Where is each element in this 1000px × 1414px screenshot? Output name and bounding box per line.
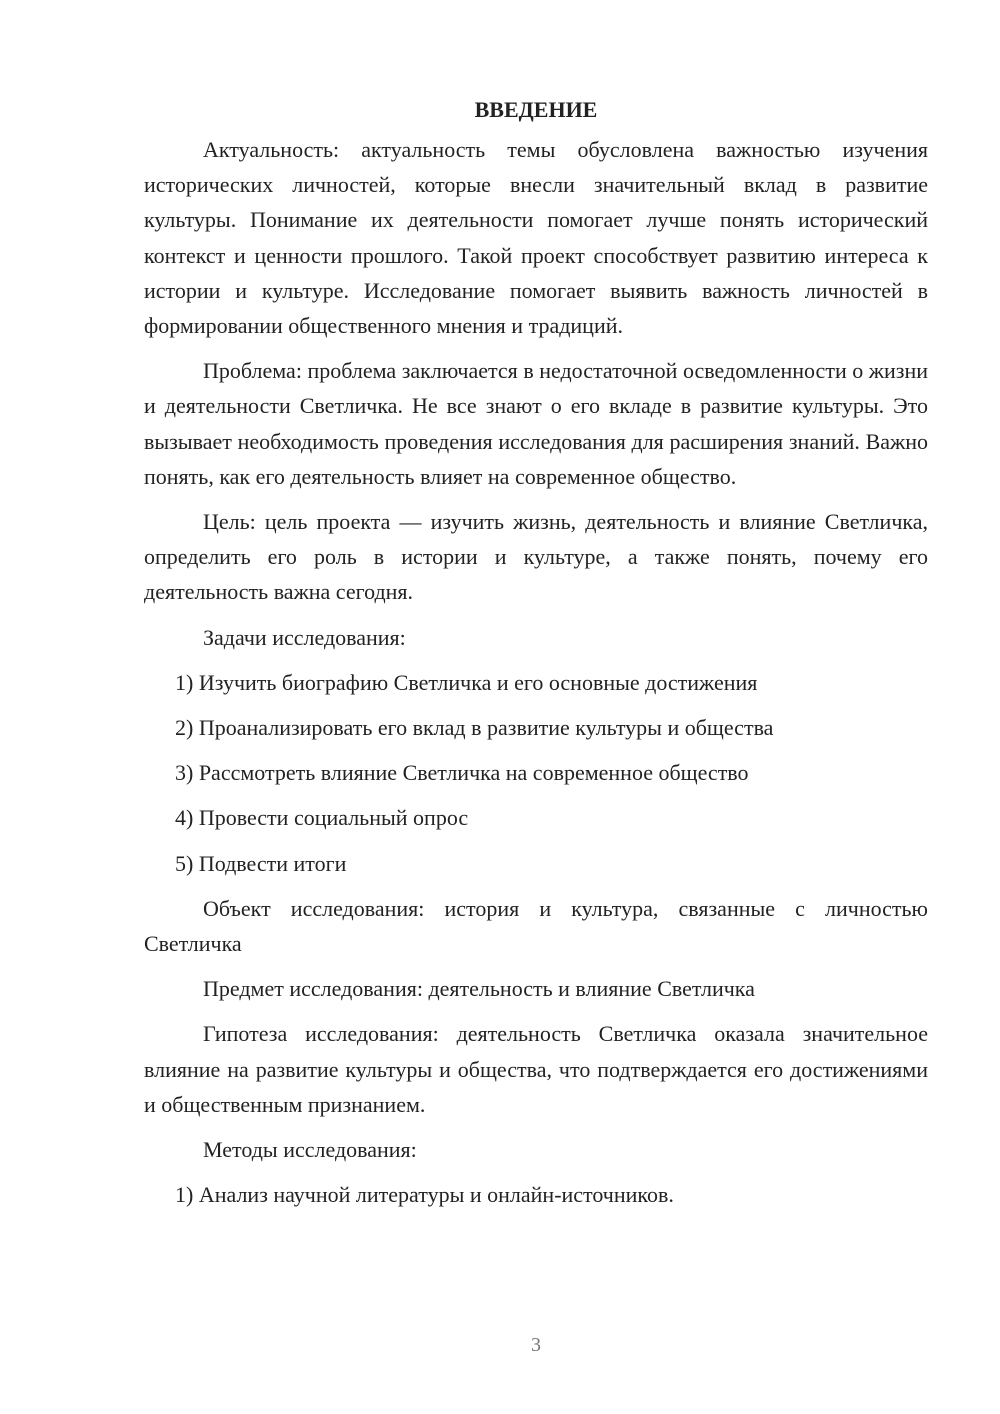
paragraph-relevance: Актуальность: актуальность темы обусловлена важностью изучения исторических личностей, которые внесли значительный вклад в развитие культуры. Понимание их деятельности помогает лучше понять исторический контекст и ценности прошлого. Такой проект способствует развитию интереса к истории и культуре. Исследование помогает выявить важность личностей в формировании общественного мнения и традиций. [144,137,928,339]
paragraph-hypothesis: Гипотеза исследования: деятельность Светличка оказала значительное влияние на развитие культуры и общества, что подтверждается его достижениями и общественным признанием. [144,1021,928,1117]
methods-heading: Методы исследования: [203,1137,417,1163]
task-item-3: 3) Рассмотреть влияние Светличка на современное общество [175,760,749,786]
page-title: ВВЕДЕНИЕ [474,97,598,122]
paragraph-problem: Проблема: проблема заключается в недостаточной осведомленности о жизни и деятельности Светличка. Не все знают о его вкладе в развитие культуры. Это вызывает необходимость проведения исследования для расширения знаний. Важно понять, как его деятельность влияет на современное общество. [144,358,928,489]
paragraph-object: Объект исследования: история и культура, связанные с личностью Светличка [144,895,928,957]
paragraph-subject: Предмет исследования: деятельность и влияние Светличка [203,976,755,1002]
task-item-4: 4) Провести социальный опрос [175,805,469,831]
method-item-1: 1) Анализ научной литературы и онлайн-источников. [175,1182,674,1208]
page-number: 3 [531,1334,541,1356]
task-item-5: 5) Подвести итоги [175,850,347,876]
paragraph-goal: Цель: цель проекта — изучить жизнь, деятельность и влияние Светличка, определить его роль в истории и культуре, а также понять, почему его деятельность важна сегодня. [144,509,928,605]
task-item-2: 2) Проанализировать его вклад в развитие культуры и общества [175,715,774,741]
document-page [144,92,928,1222]
task-item-1: 1) Изучить биографию Светличка и его основные достижения [175,669,758,695]
tasks-heading: Задачи исследования: [203,624,406,650]
